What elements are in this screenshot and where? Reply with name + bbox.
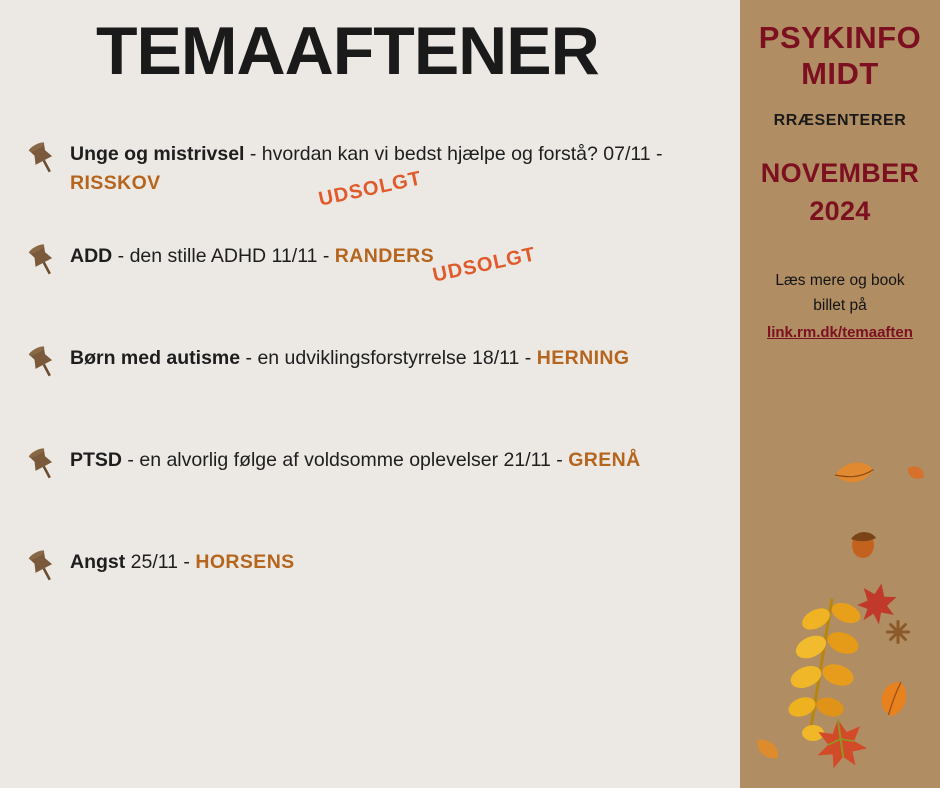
list-item[interactable] xyxy=(0,140,740,211)
brand-line-2: MIDT xyxy=(801,56,879,91)
leaf-icon xyxy=(886,620,910,644)
brand-title xyxy=(740,20,940,92)
leaf-icon xyxy=(851,532,876,558)
leaf-icon xyxy=(753,736,783,762)
pushpin-icon xyxy=(26,244,60,278)
event-lead: Angst xyxy=(70,551,126,573)
event-city: RANDERS xyxy=(334,245,435,267)
pushpin-icon xyxy=(26,448,60,482)
status-badge: UDSOLGT xyxy=(316,167,424,211)
booking-line-1: Læs mere og book xyxy=(775,272,905,289)
event-city: HORSENS xyxy=(195,551,295,573)
list-item[interactable] xyxy=(0,344,740,404)
brand-line-1: PSYKINFO xyxy=(758,20,922,55)
event-lead: Børn med autisme xyxy=(70,347,241,369)
month-name: NOVEMBER xyxy=(760,158,920,188)
event-list xyxy=(0,140,740,650)
event-detail: - en alvorlig følge af voldsomme oplevelser 21/11 - xyxy=(122,449,569,471)
poster-sidebar xyxy=(740,0,940,788)
pushpin-icon xyxy=(26,346,60,380)
event-detail: - en udviklingsforstyrrelse 18/11 - xyxy=(240,347,537,369)
leaf-icon xyxy=(878,681,909,718)
event-detail: - hvordan kan vi bedst hjælpe og forstå? 07/11 - xyxy=(244,143,663,165)
booking-line-2: billet på xyxy=(813,297,867,314)
event-city: HERNING xyxy=(536,347,630,369)
list-item[interactable] xyxy=(0,242,740,302)
autumn-leaves-decoration xyxy=(740,440,940,788)
leaf-icon xyxy=(854,579,901,627)
list-item[interactable] xyxy=(0,446,740,506)
event-detail: - den stille ADHD 11/11 - xyxy=(112,245,335,267)
leaf-icon xyxy=(905,463,926,481)
page-title: TEMAAFTENER xyxy=(96,13,599,89)
month-heading xyxy=(740,154,940,230)
event-lead: ADD xyxy=(70,245,113,267)
event-city: RISSKOV xyxy=(70,172,161,194)
list-item[interactable] xyxy=(0,548,740,608)
month-year: 2024 xyxy=(809,196,871,226)
event-detail: 25/11 - xyxy=(125,551,196,573)
booking-link[interactable]: link.rm.dk/temaaften xyxy=(767,324,913,341)
event-text xyxy=(70,548,740,577)
event-city: GRENÅ xyxy=(568,449,641,471)
event-lead: PTSD xyxy=(70,449,123,471)
event-text xyxy=(70,344,740,373)
pushpin-icon xyxy=(26,142,60,176)
booking-info xyxy=(740,268,940,345)
event-text xyxy=(70,446,740,475)
event-text xyxy=(70,242,740,271)
presents-label: RRÆSENTERER xyxy=(773,112,907,129)
pushpin-icon xyxy=(26,550,60,584)
status-badge: UDSOLGT xyxy=(430,243,538,287)
leaf-icon xyxy=(813,716,869,770)
leaf-icon xyxy=(786,599,864,741)
event-lead: Unge og mistrivsel xyxy=(70,143,245,165)
leaf-icon xyxy=(833,457,875,488)
